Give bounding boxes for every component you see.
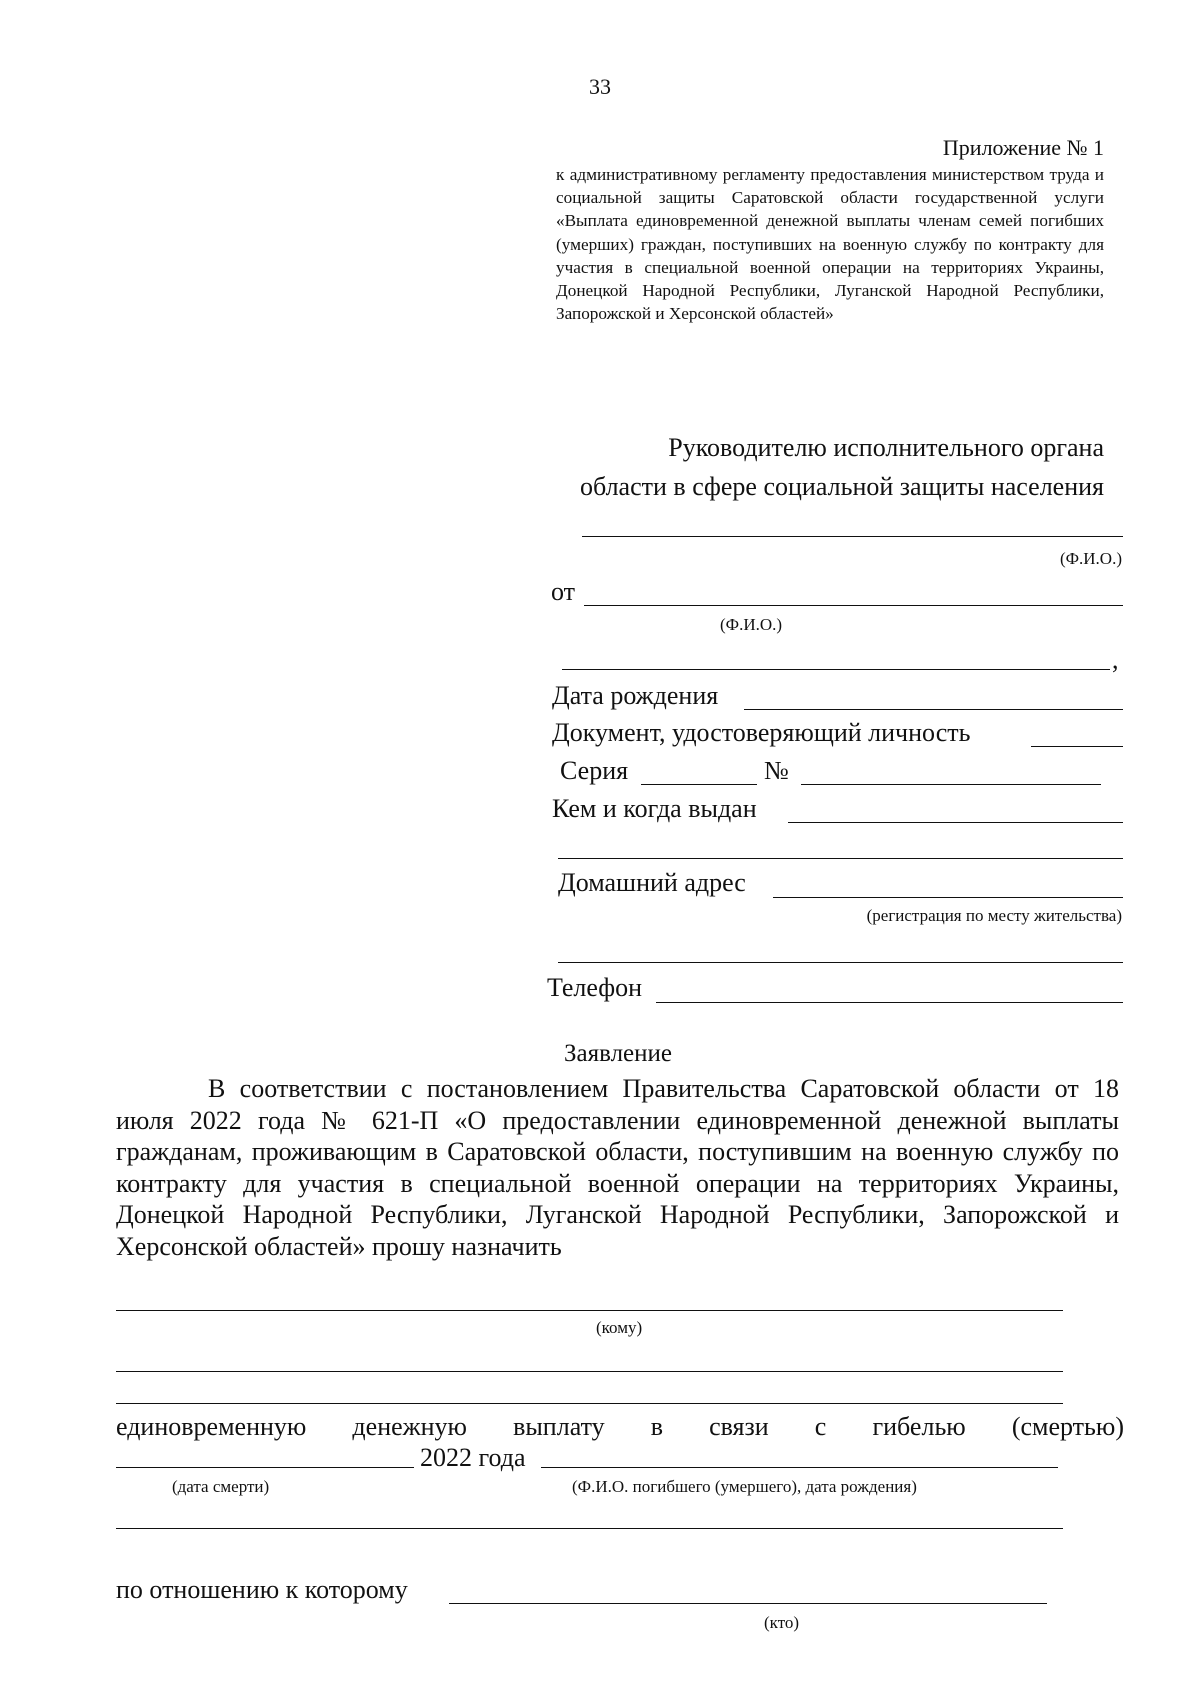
from-fio-caption: (Ф.И.О.) bbox=[720, 615, 783, 634]
appendix-title: Приложение № 1 bbox=[942, 135, 1104, 160]
relation-label: по отношению к которому bbox=[116, 1575, 408, 1604]
phone-label: Телефон bbox=[547, 973, 643, 1002]
recipient-line-1: Руководителю исполнительного органа bbox=[668, 433, 1104, 462]
statement-body bbox=[116, 1073, 1119, 1262]
statement-text: В соответствии с постановлением Правительства Саратовской области от 18 июля 2022 года № 621-П «О предоставлении единовременной денежной выплаты гражданам, проживающим в Саратовской области, поступившим на военную службу по контракту для участия в специальной военной операции на территориях Украины, Донецкой Народной Республики, Луганской Народной Республики, Запорожской и Херсонской областей» прошу назначить bbox=[116, 1074, 1119, 1261]
birth-date-label: Дата рождения bbox=[552, 681, 719, 710]
deceased-caption: (Ф.И.О. погибшего (умершего), дата рождения) bbox=[572, 1477, 917, 1496]
from-label: от bbox=[551, 577, 576, 606]
recipient-person-field[interactable] bbox=[116, 1310, 1063, 1311]
address-field-continued[interactable] bbox=[558, 962, 1123, 963]
relation-field[interactable] bbox=[449, 1603, 1047, 1604]
issued-label: Кем и когда выдан bbox=[552, 794, 757, 823]
address-field[interactable] bbox=[773, 897, 1123, 898]
death-date-field[interactable] bbox=[116, 1467, 414, 1468]
number-label: № bbox=[764, 756, 789, 785]
recipient-person-field-3[interactable] bbox=[116, 1403, 1063, 1404]
recipient-person-field-2[interactable] bbox=[116, 1371, 1063, 1372]
page-number: 33 bbox=[589, 74, 611, 99]
applicant-extra-field[interactable] bbox=[562, 669, 1110, 670]
statement-title: Заявление bbox=[563, 1040, 673, 1067]
recipient-fio-field[interactable] bbox=[582, 536, 1123, 537]
who-caption: (кто) bbox=[764, 1613, 800, 1632]
number-field[interactable] bbox=[801, 784, 1101, 785]
id-document-label: Документ, удостоверяющий личность bbox=[552, 718, 971, 747]
birth-date-field[interactable] bbox=[744, 709, 1123, 710]
recipient-fio-caption: (Ф.И.О.) bbox=[1059, 549, 1122, 568]
series-field[interactable] bbox=[641, 784, 757, 785]
payment-line: единовременную денежную выплату в связи с гибелью (смертью) bbox=[116, 1412, 1124, 1441]
issued-field[interactable] bbox=[788, 822, 1123, 823]
deceased-info-field[interactable] bbox=[541, 1467, 1058, 1468]
from-fio-field[interactable] bbox=[584, 605, 1123, 606]
deceased-info-field-2[interactable] bbox=[116, 1528, 1063, 1529]
series-label: Серия bbox=[560, 756, 629, 785]
issued-field-continued[interactable] bbox=[558, 858, 1123, 859]
phone-field[interactable] bbox=[656, 1002, 1123, 1003]
recipient-line-2: области в сфере социальной защиты населения bbox=[580, 472, 1104, 501]
year-text: 2022 года bbox=[420, 1443, 526, 1472]
address-label: Домашний адрес bbox=[558, 868, 746, 897]
address-caption: (регистрация по месту жительства) bbox=[866, 906, 1122, 925]
id-document-field[interactable] bbox=[1031, 746, 1123, 747]
death-date-caption: (дата смерти) bbox=[172, 1477, 270, 1496]
appendix-text: к административному регламенту предоставления министерством труда и социальной защиты Саратовской области государственной услуги «Выплата единовременной денежной выплаты членам семей погибших (умерших) граждан, поступивших на военную службу по контракту для участия в специальной военной операции на территориях Украины, Донецкой Народной Республики, Луганской Народной Республики, Запорожской и Херсонской областей» bbox=[556, 165, 1104, 324]
comma-mark: , bbox=[1112, 645, 1119, 674]
to-whom-caption: (кому) bbox=[596, 1318, 643, 1337]
